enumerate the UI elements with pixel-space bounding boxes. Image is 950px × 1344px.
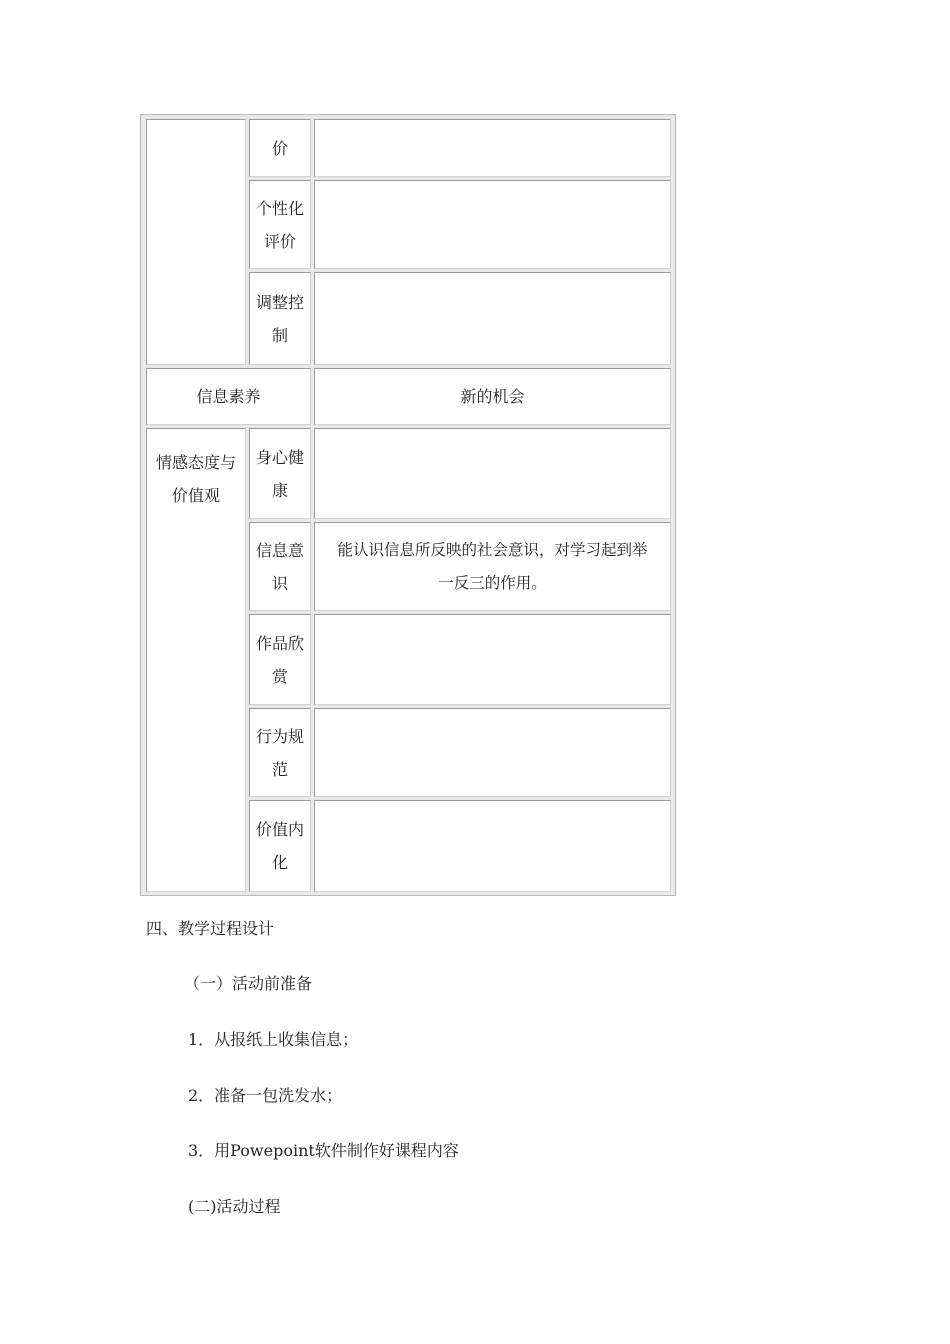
table-cell-eval-tail-content (314, 119, 671, 177)
subsection-heading: (二)活动过程 (188, 1197, 281, 1216)
table-cell-emotion-attitude (146, 428, 246, 892)
cell-text-line: 个性化 (255, 198, 304, 218)
table-cell-adjust-control (249, 272, 311, 365)
list-item: 3．用Powepoint软件制作好课程内容 (188, 1141, 459, 1160)
cell-text-line: 康 (271, 480, 288, 500)
cell-text-line: 信息意 (255, 540, 304, 560)
cell-text-line: 身心健 (255, 447, 304, 467)
table-cell-info-literacy (146, 368, 311, 425)
cell-text: 价 (271, 138, 288, 158)
table-cell-new-opportunity (314, 368, 671, 425)
cell-text-line: 范 (271, 759, 288, 779)
cell-text-line: 一反三的作用。 (438, 573, 547, 592)
table-cell-work-appreciation (249, 614, 311, 705)
cell-text-line: 识 (271, 573, 288, 593)
list-item: 1．从报纸上收集信息； (188, 1030, 359, 1049)
list-item: 2．准备一包洗发水； (188, 1086, 343, 1105)
table-cell-info-awareness-desc (314, 522, 671, 611)
table-cell-eval-tail (249, 119, 311, 177)
cell-text-line: 价值内 (255, 820, 304, 839)
section-heading: 四、教学过程设计 (146, 919, 275, 938)
table-cell-value-internalize (249, 800, 311, 892)
table-cell-mind-body (249, 428, 311, 519)
table-cell-mind-body-content (314, 428, 671, 519)
evaluation-table (140, 114, 676, 896)
cell-text-line: 情感态度与 (155, 453, 236, 472)
table-cell-behavior-norms-content (314, 708, 671, 797)
table-cell-personal-eval (249, 180, 311, 269)
subsection-heading: （一）活动前准备 (184, 974, 313, 993)
cell-text-line: 能认识信息所反映的社会意识，对学习起到举 (337, 540, 648, 559)
cell-text-line: 价值观 (171, 486, 220, 505)
cell-text-line: 调整控 (255, 292, 304, 312)
table-cell-personal-eval-content (314, 180, 671, 269)
cell-text-line: 化 (271, 853, 288, 872)
cell-text: 新的机会 (460, 387, 525, 406)
table-cell-work-appreciation-content (314, 614, 671, 705)
cell-text-line: 制 (271, 325, 288, 345)
table-cell-value-internalize-content (314, 800, 671, 892)
table-cell-behavior-norms (249, 708, 311, 797)
cell-text: 信息素养 (196, 387, 261, 406)
table-cell-adjust-control-content (314, 272, 671, 365)
table-cell-blank-left (146, 119, 246, 365)
cell-text-line: 赏 (271, 666, 288, 686)
cell-text-line: 作品欣 (255, 633, 304, 653)
cell-text-line: 评价 (263, 231, 296, 251)
table-cell-info-awareness (249, 522, 311, 611)
cell-text-line: 行为规 (255, 726, 304, 746)
